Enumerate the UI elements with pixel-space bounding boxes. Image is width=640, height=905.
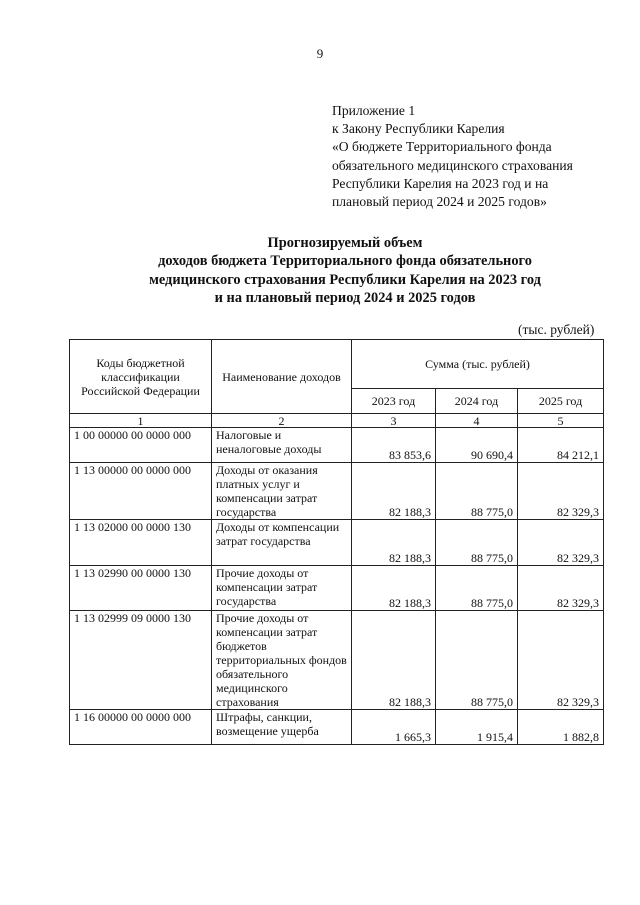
revenue-table — [69, 339, 604, 745]
column-number: 2 — [212, 414, 352, 428]
row-name: Штрафы, санкции, возмещение ущерба — [212, 710, 352, 745]
value-2023: 82 188,3 — [352, 566, 436, 611]
appendix-line: обязательного медицинского страхования — [332, 157, 573, 173]
appendix-line: «О бюджете Территориального фонда — [332, 139, 552, 155]
table-row — [70, 428, 604, 463]
row-name: Прочие доходы от компенсации затрат бюджетов территориальных фондов обязательного медицинского страхования — [212, 611, 352, 710]
row-name: Доходы от оказания платных услуг и компенсации затрат государства — [212, 463, 352, 520]
column-number: 1 — [70, 414, 212, 428]
value-2024: 88 775,0 — [436, 566, 518, 611]
row-code: 1 13 02000 00 0000 130 — [70, 520, 212, 566]
title-line: и на плановый период 2024 и 2025 годов — [214, 290, 476, 307]
column-numbers-row — [70, 414, 604, 428]
table-row — [70, 566, 604, 611]
appendix-line: к Закону Республики Карелия — [332, 121, 505, 137]
value-2025: 84 212,1 — [518, 428, 604, 463]
unit-note: (тыс. рублей) — [518, 322, 595, 337]
value-2023: 83 853,6 — [352, 428, 436, 463]
header-year-2023: 2023 год — [352, 389, 436, 414]
value-2025: 82 329,3 — [518, 463, 604, 520]
row-code: 1 13 00000 00 0000 000 — [70, 463, 212, 520]
page-number: 9 — [316, 46, 324, 61]
document-title — [80, 234, 610, 308]
header-name: Наименование доходов — [212, 340, 352, 414]
column-number: 3 — [352, 414, 436, 428]
value-2025: 82 329,3 — [518, 566, 604, 611]
appendix-line: Республики Карелия на 2023 год и на — [332, 175, 549, 191]
header-year-2024: 2024 год — [436, 389, 518, 414]
row-name: Налоговые и неналоговые доходы — [212, 428, 352, 463]
value-2023: 82 188,3 — [352, 463, 436, 520]
value-2024: 88 775,0 — [436, 463, 518, 520]
value-2025: 82 329,3 — [518, 520, 604, 566]
table-row — [70, 463, 604, 520]
value-2024: 1 915,4 — [436, 710, 518, 745]
title-line: медицинского страхования Республики Карелия на 2023 год — [149, 271, 541, 288]
column-number: 4 — [436, 414, 518, 428]
value-2024: 88 775,0 — [436, 611, 518, 710]
row-code: 1 13 02990 00 0000 130 — [70, 566, 212, 611]
title-line: Прогнозируемый объем — [267, 235, 423, 251]
value-2023: 82 188,3 — [352, 611, 436, 710]
row-code: 1 13 02999 09 0000 130 — [70, 611, 212, 710]
title-line: доходов бюджета Территориального фонда обязательного — [158, 253, 532, 270]
table-row — [70, 520, 604, 566]
row-code: 1 00 00000 00 0000 000 — [70, 428, 212, 463]
value-2024: 90 690,4 — [436, 428, 518, 463]
appendix-line: Приложение 1 — [332, 103, 416, 118]
value-2025: 1 882,8 — [518, 710, 604, 745]
row-code: 1 16 00000 00 0000 000 — [70, 710, 212, 745]
header-code: Коды бюджетной классификации Российской Федерации — [70, 340, 212, 414]
header-year-2025: 2025 год — [518, 389, 604, 414]
value-2023: 1 665,3 — [352, 710, 436, 745]
appendix-line: плановый период 2024 и 2025 годов» — [332, 194, 547, 210]
value-2024: 88 775,0 — [436, 520, 518, 566]
row-name: Прочие доходы от компенсации затрат государства — [212, 566, 352, 611]
appendix-note — [332, 102, 622, 211]
header-sum: Сумма (тыс. рублей) — [352, 340, 604, 389]
row-name: Доходы от компенсации затрат государства — [212, 520, 352, 566]
value-2023: 82 188,3 — [352, 520, 436, 566]
table-row — [70, 710, 604, 745]
value-2025: 82 329,3 — [518, 611, 604, 710]
table-row — [70, 611, 604, 710]
column-number: 5 — [518, 414, 604, 428]
